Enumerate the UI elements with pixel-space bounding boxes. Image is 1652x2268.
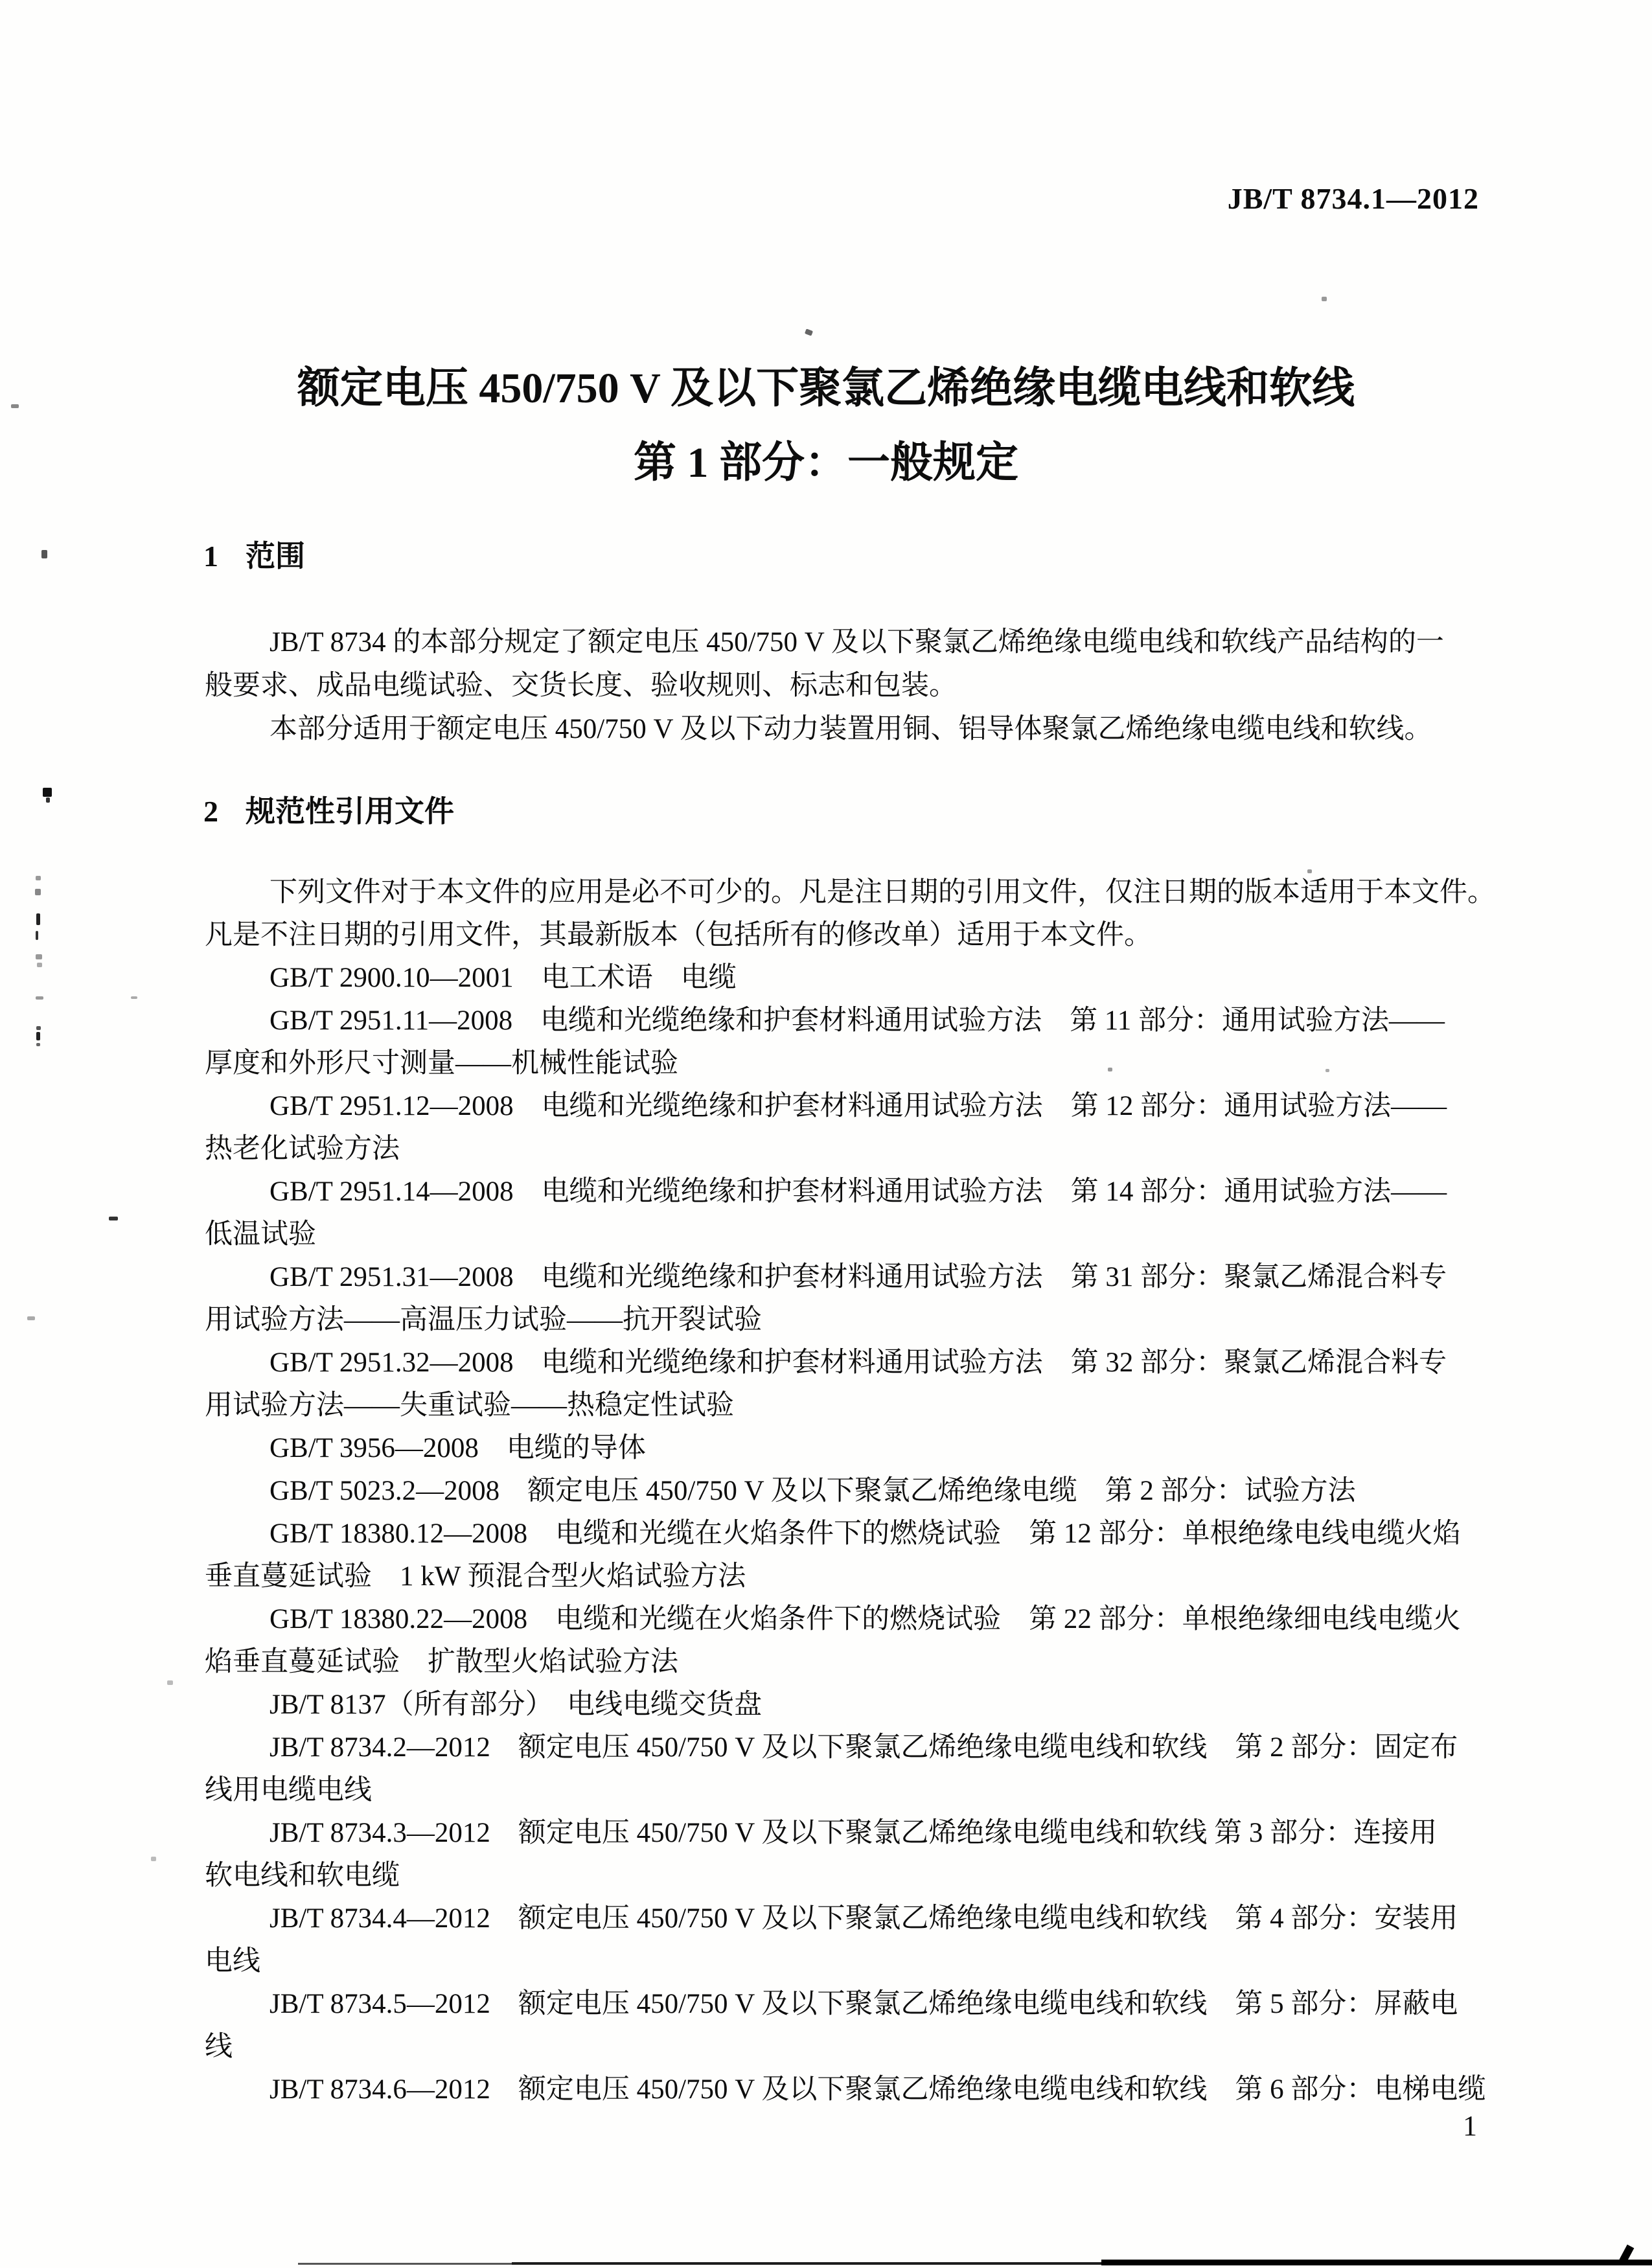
scan-speck: [36, 954, 42, 959]
scan-speck: [1322, 297, 1327, 301]
text-line: JB/T 8734.3—2012 额定电压 450/750 V 及以下聚氯乙烯绝缘电缆电线和软线 第 3 部分：连接用: [270, 1818, 1438, 1848]
document-title-line1: 额定电压 450/750 V 及以下聚氯乙烯绝缘电缆电线和软线: [297, 365, 1355, 412]
scan-speck: [1325, 1069, 1329, 1072]
text-line: JB/T 8734.5—2012 额定电压 450/750 V 及以下聚氯乙烯绝缘电缆电线和软线 第 5 部分：屏蔽电: [270, 1989, 1458, 2019]
text-line: GB/T 2900.10—2001 电工术语 电缆: [270, 963, 737, 993]
text-line: GB/T 2951.12—2008 电缆和光缆绝缘和护套材料通用试验方法 第 12 部分：通用试验方法——: [270, 1091, 1447, 1121]
document-title-line2: 第 1 部分：一般规定: [634, 439, 1018, 487]
text-line: JB/T 8137（所有部分） 电线电缆交货盘: [270, 1690, 763, 1720]
section1-number: 1: [203, 540, 218, 573]
scan-speck: [41, 550, 47, 558]
text-line: 般要求、成品电缆试验、交货长度、验收规则、标志和包装。: [205, 670, 957, 701]
text-line: GB/T 2951.32—2008 电缆和光缆绝缘和护套材料通用试验方法 第 32 部分：聚氯乙烯混合料专: [270, 1347, 1447, 1378]
text-line: 本部分适用于额定电压 450/750 V 及以下动力装置用铜、铝导体聚氯乙烯绝缘电缆电线和软线。: [270, 714, 1432, 744]
section2-number: 2: [203, 795, 218, 828]
scan-speck: [36, 1032, 40, 1040]
text-line: 凡是不注日期的引用文件，其最新版本（包括所有的修改单）适用于本文件。: [205, 920, 1152, 950]
text-line: JB/T 8734.4—2012 额定电压 450/750 V 及以下聚氯乙烯绝缘电缆电线和软线 第 4 部分：安装用: [270, 1903, 1458, 1934]
text-line: GB/T 5023.2—2008 额定电压 450/750 V 及以下聚氯乙烯绝缘电缆 第 2 部分：试验方法: [270, 1476, 1356, 1506]
text-line: GB/T 3956—2008 电缆的导体: [270, 1433, 646, 1463]
text-line: 下列文件对于本文件的应用是必不可少的。凡是注日期的引用文件，仅注日期的版本适用于本文件。: [270, 877, 1495, 908]
text-line: JB/T 8734.2—2012 额定电压 450/750 V 及以下聚氯乙烯绝缘电缆电线和软线 第 2 部分：固定布: [270, 1732, 1458, 1763]
text-line: 热老化试验方法: [205, 1134, 400, 1164]
text-line: GB/T 2951.14—2008 电缆和光缆绝缘和护套材料通用试验方法 第 14 部分：通用试验方法——: [270, 1176, 1447, 1207]
text-line: 厚度和外形尺寸测量——机械性能试验: [205, 1048, 678, 1079]
page-number: 1: [1463, 2110, 1477, 2142]
scan-speck: [36, 1026, 41, 1030]
scan-speck: [11, 404, 19, 408]
text-line: 电线: [205, 1946, 260, 1976]
text-line: 线用电缆电线: [205, 1775, 372, 1805]
text-line: JB/T 8734 的本部分规定了额定电压 450/750 V 及以下聚氯乙烯绝缘电缆电线和软线产品结构的一: [270, 627, 1444, 658]
scan-speck: [151, 1857, 156, 1861]
scan-speck: [36, 876, 41, 880]
scan-speck: [37, 963, 42, 967]
scan-speck: [36, 931, 38, 940]
scan-speck: [1307, 869, 1312, 873]
document-title: [0, 367, 1652, 485]
text-line: GB/T 2951.31—2008 电缆和光缆绝缘和护套材料通用试验方法 第 31 部分：聚氯乙烯混合料专: [270, 1262, 1447, 1292]
scan-speck: [805, 328, 813, 336]
text-line: 垂直蔓延试验 1 kW 预混合型火焰试验方法: [205, 1561, 746, 1592]
section2-references: [205, 871, 1495, 2111]
section2-title: 规范性引用文件: [246, 795, 454, 828]
text-line: 低温试验: [205, 1219, 316, 1250]
scan-speck: [36, 913, 40, 925]
scan-streak-segment: [512, 2262, 1105, 2265]
scan-streak-segment: [1101, 2260, 1652, 2265]
scan-speck: [131, 996, 137, 999]
scan-speck: [36, 1043, 40, 1046]
section1-paragraph: [205, 621, 1444, 751]
scan-speck: [1108, 1068, 1112, 1071]
scan-speck: [46, 797, 50, 803]
text-line: 线: [205, 2032, 233, 2062]
text-line: 焰垂直蔓延试验 扩散型火焰试验方法: [205, 1647, 678, 1677]
text-line: GB/T 18380.12—2008 电缆和光缆在火焰条件下的燃烧试验 第 12 部分：单根绝缘电线电缆火焰: [270, 1518, 1461, 1549]
section1-title: 范围: [246, 540, 305, 573]
scan-speck: [43, 788, 52, 797]
text-line: 用试验方法——高温压力试验——抗开裂试验: [205, 1305, 762, 1335]
standard-code-header: JB/T 8734.1—2012: [1227, 182, 1479, 215]
scan-streak-segment: [298, 2263, 512, 2265]
text-line: 软电线和软电缆: [205, 1861, 400, 1891]
scan-speck: [27, 1316, 35, 1320]
text-line: GB/T 18380.22—2008 电缆和光缆在火焰条件下的燃烧试验 第 22 部分：单根绝缘细电线电缆火: [270, 1604, 1461, 1634]
scan-speck: [35, 889, 41, 895]
text-line: JB/T 8734.6—2012 额定电压 450/750 V 及以下聚氯乙烯绝缘电缆电线和软线 第 6 部分：电梯电缆: [270, 2074, 1486, 2105]
scan-speck: [109, 1217, 118, 1220]
text-line: 用试验方法——失重试验——热稳定性试验: [205, 1390, 734, 1421]
scan-speck: [36, 996, 43, 1000]
text-line: GB/T 2951.11—2008 电缆和光缆绝缘和护套材料通用试验方法 第 11 部分：通用试验方法——: [270, 1005, 1445, 1036]
section2-heading: [203, 797, 454, 827]
scan-speck: [167, 1680, 173, 1685]
section1-heading: [203, 542, 305, 571]
